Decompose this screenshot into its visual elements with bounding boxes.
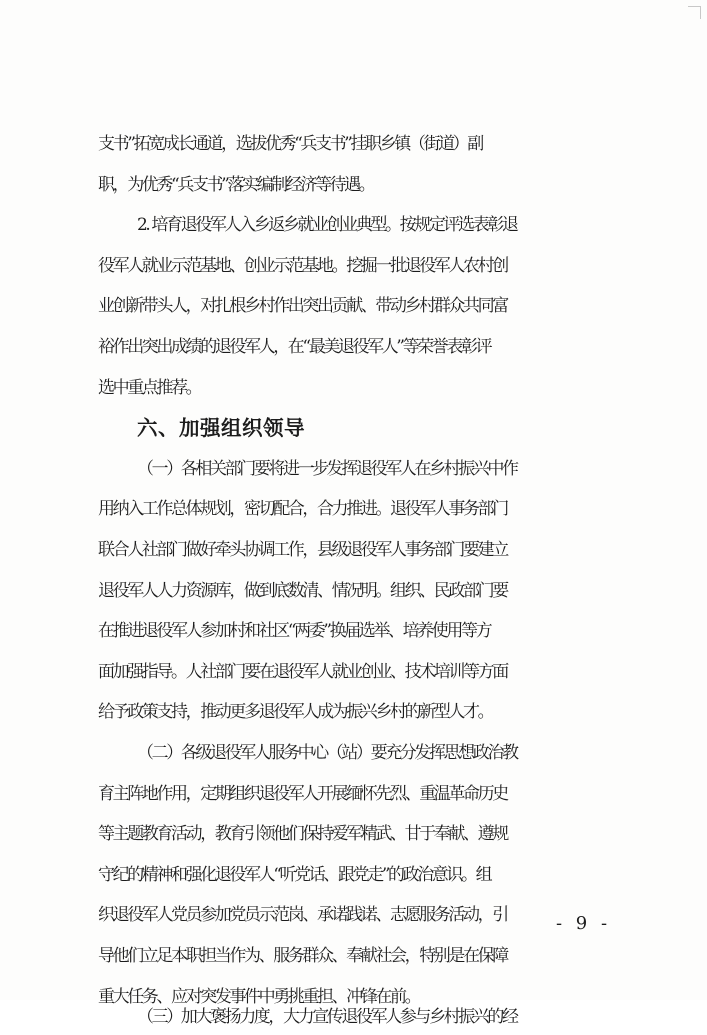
body-line: 导他们立足本职担当作为、服务群众、奉献社会，特别是在保障	[98, 946, 507, 966]
body-line: 给予政策支持，推动更多退役军人成为振兴乡村的新型人才。	[98, 702, 493, 723]
body-line: 联合人社部门做好牵头协调工作，县级退役军人事务部门要建立	[98, 540, 507, 560]
body-line: 等主题教育活动，教育引领他们保持爱军精武、甘于奉献、遵规	[98, 824, 507, 845]
body-line: 业创新带头人，对扎根乡村作出突出贡献、带动乡村群众共同富	[98, 296, 507, 317]
body-line: （三）加大褒扬力度，大力宣传退役军人参与乡村振兴的经	[137, 1007, 517, 1028]
body-line: 育主阵地作用，定期组织退役军人开展缅怀先烈、重温革命历史	[98, 783, 507, 804]
body-line: （一）各相关部门要将进一步发挥退役军人在乡村振兴中作	[137, 458, 517, 479]
body-line: 在推进退役军人参加村和社区“两委”换届选举、培养使用等方	[98, 621, 491, 642]
body-line: 裕作出突出成绩的退役军人，在“最美退役军人”等荣誉表彰评	[98, 337, 491, 357]
body-line: 职，为优秀“兵支书”落实编制经济等待遇。	[98, 174, 374, 195]
body-line: 选中重点推荐。	[98, 377, 201, 398]
page-number: - 9 -	[556, 913, 612, 934]
body-line: 守纪的精神和强化退役军人“听党话、跟党走”的政治意识。组	[98, 864, 491, 885]
body-line: 织退役军人党员参加党员示范岗、承诺践诺、志愿服务活动，引	[98, 905, 507, 926]
scan-corner-mark	[688, 6, 701, 19]
body-line: 重大任务、应对突发事件中勇挑重担、冲锋在前。	[98, 986, 420, 1007]
body-line: 2. 培育退役军人入乡返乡就业创业典型。按规定评选表彰退	[137, 215, 517, 236]
body-line: 退役军人人力资源库，做到底数清、情况明。组织、民政部门要	[98, 580, 507, 601]
body-line: 支书”拓宽成长通道，选拔优秀“兵支书”挂职乡镇（街道）副	[98, 134, 482, 154]
section-heading: 六、加强组织领导	[137, 416, 305, 441]
body-line: 用纳入工作总体规划，密切配合，合力推进。退役军人事务部门	[98, 499, 507, 520]
body-line: （二）各级退役军人服务中心（站）要充分发挥思想政治教	[137, 743, 517, 763]
body-line: 役军人就业示范基地、创业示范基地。挖掘一批退役军人农村创	[98, 255, 507, 276]
body-line: 面加强指导。人社部门要在退役军人就业创业、技术培训等方面	[98, 661, 507, 682]
